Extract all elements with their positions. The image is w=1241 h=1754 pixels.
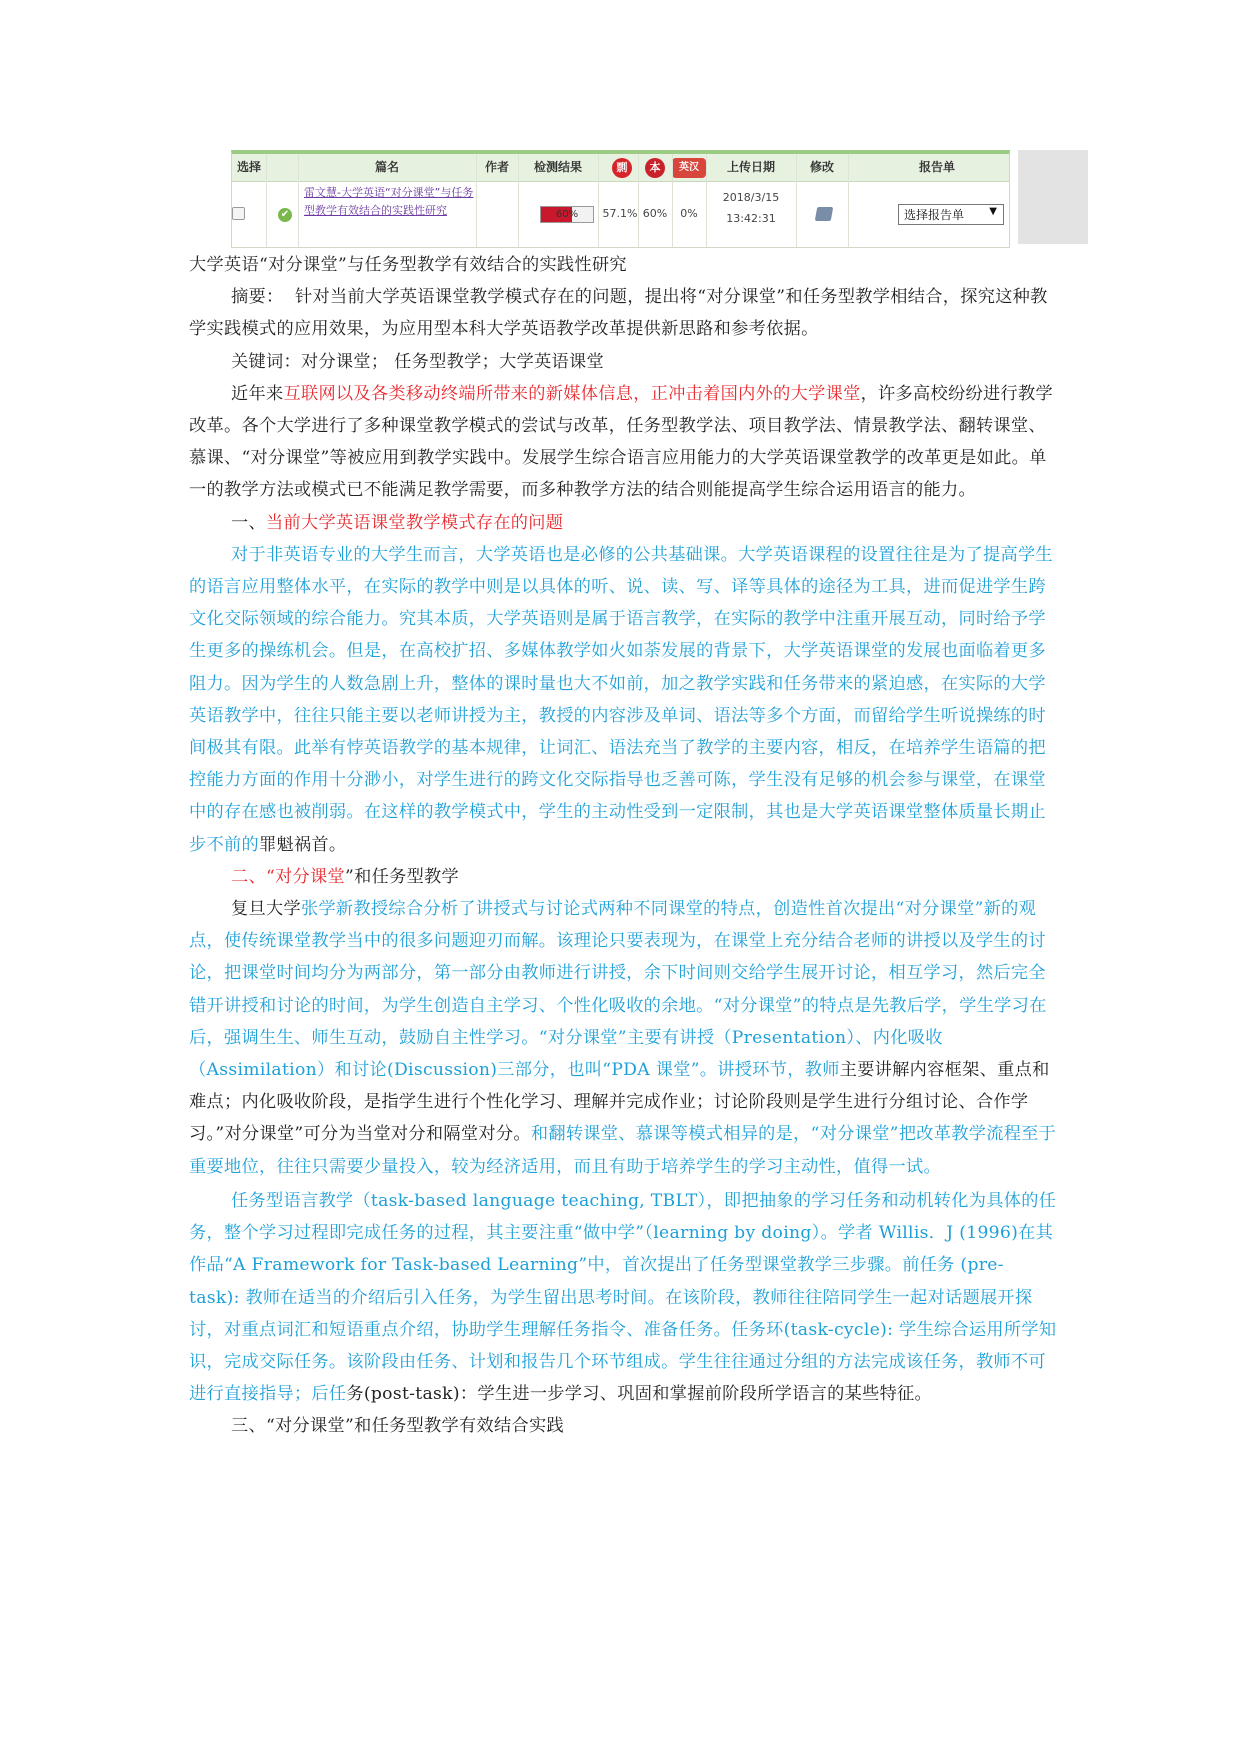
doc-title: 大学英语“对分课堂”与任务型教学有效结合的实践性研究 — [189, 255, 627, 275]
translation-rate: 0% — [680, 207, 698, 220]
upload-time: 13:42:31 — [726, 212, 776, 225]
row-select-checkbox[interactable] — [232, 207, 245, 220]
column-divider — [672, 154, 673, 247]
section-1-heading — [189, 507, 1057, 539]
chevron-down-icon: ▼ — [989, 206, 997, 217]
report-select-value: 选择报告单 — [904, 208, 965, 222]
check-status-icon: ✔ — [278, 208, 292, 222]
section-3-heading: 三、“对分课堂”和任务型教学有效结合实践 — [231, 1416, 564, 1437]
report-select[interactable] — [898, 204, 1004, 225]
header-title: 篇名 — [374, 160, 399, 174]
column-divider — [266, 154, 267, 247]
header-result: 检测结果 — [533, 160, 582, 174]
section-2-heading — [189, 861, 1057, 893]
paper-title-link[interactable]: 雷文慧-大学英语“对分课堂”与任务型教学有效结合的实践性研究 — [304, 186, 474, 217]
section-1-body: 对于非英语专业的大学生而言，大学英语也是必修的公共基础课。大学英语课程的设置往往是为了提高学生的语言应用整体水平，在实际的教学中则是以具体的听、说、读、写、译等具体的途径为工具，进而促进学生跨文化交际领域的综合能力。究其本质，大学英语则是属于语言教学，在实际的教学中注重开展互动，同时给予学生更多的操练机会。但是，在高校扩招、多媒体教学如火如荼发展的背景下，大学英语课堂的发展也面临着更多阻力。因为学生的人数急剧上升，整体的课时量也大不如前，加之教学实践和任务带来的紧迫感，在实际的大学英语教学中，往往只能主要以老师讲授为主，教授的内容涉及单词、语法等多个方面，而留给学生听说操练的时间极其有限。此举有悖英语教学的基本规律，让词汇、语法充当了教学的主要内容，相反，在培养学生语篇的把控能力方面的作用十分渺小，对学生进行的跨文化交际指导也乏善可陈，学生没有足够的机会参与课堂，在课堂中的存在感也被削弱。在这样的教学模式中，学生的主动性受到一定限制，其也是大学英语课堂整体质量长期止步不前的 — [189, 544, 1053, 855]
column-divider — [638, 154, 639, 247]
self-copy-rate: 60% — [642, 207, 668, 220]
abstract — [189, 281, 1057, 345]
section-2-p1-c: 主要讲解内容框架、重点和难点；内化吸收阶段，是指学生进行个性化学习、理解并完成作业；讨论阶段则是学生进行分组讨论、合作学习。”对分课堂”可分为当堂对分和隔堂对分。 — [189, 1060, 1050, 1145]
column-divider — [848, 154, 849, 247]
section-2-p2-b: 务(post-task)：学生进一步学习、巩固和掌握前阶段所学语言的某些特征。 — [346, 1384, 933, 1405]
check-result-table — [231, 150, 1010, 248]
abstract-text: 针对当前大学英语课堂教学模式存在的问题，提出将“对分课堂”和任务型教学相结合，探究这种教学实践模式的应用效果，为应用型本科大学英语教学改革提供新思路和参考依据。 — [189, 287, 1048, 340]
similarity-progress-bar — [540, 206, 594, 223]
progress-label: 60% — [555, 209, 579, 220]
column-divider — [598, 154, 599, 247]
grey-side-panel — [1018, 150, 1088, 244]
section-1-paragraph — [189, 539, 1057, 861]
column-divider — [796, 154, 797, 247]
section-2-title-red: 二、“对分课堂 — [231, 866, 346, 887]
section-2-p1-a: 复旦大学 — [231, 899, 301, 920]
column-divider — [518, 154, 519, 247]
section-2-paragraph-1 — [189, 893, 1057, 1183]
section-2-p1-b: 张学新教授综合分析了讲授式与讨论式两种不同课堂的特点，创造性首次提出“对分课堂”新的观点，使传统课堂教学当中的很多问题迎刃而解。该理论只要表现为，在课堂上充分结合老师的讲授以及学生的讨论，把课堂时间均分为两部分，第一部分由教师进行讲授，余下时间则交给学生展开讨论，相互学习，然后完全错开讲授和讨论的时间，为学生创造自主学习、个性化吸收的余地。“对分课堂”的特点是先教后学，学生学习在后，强调生生、师生互动，鼓励自主性学习。“对分课堂”主要有讲授（Presentation）、内化吸收（Assimilation）和讨论(Discussion)三部分，也叫“PDA 课堂”。讲授环节，教师 — [189, 899, 1047, 1081]
intro-part-1: 近年来 — [231, 383, 284, 404]
edit-icon[interactable] — [815, 207, 833, 221]
header-author: 作者 — [484, 160, 509, 174]
table-header-row — [232, 154, 1009, 182]
english-chinese-badge-icon: 英汉 — [672, 158, 706, 178]
upload-date: 2018/3/15 — [722, 191, 780, 204]
keywords: 关键词：对分课堂； 任务型教学；大学英语课堂 — [231, 351, 605, 372]
header-modify: 修改 — [809, 160, 834, 174]
column-divider — [476, 154, 477, 247]
section-2-paragraph-2 — [189, 1185, 1057, 1410]
intro-part-3: ，许多高校纷纷进行教学改革。各个大学进行了多种课堂教学模式的尝试与改革，任务型教学法、项目教学法、情景教学法、翻转课堂、慕课、“对分课堂”等被应用到教学实践中。发展学生综合语言应用能力的大学英语课堂教学的改革更是如此。单一的教学方法或模式已不能满足教学需要，而多种教学方法的结合则能提高学生综合运用语言的能力。 — [189, 383, 1053, 501]
section-1-title: 当前大学英语课堂教学模式存在的问题 — [265, 512, 564, 533]
abstract-label: 摘要： — [231, 287, 284, 308]
header-upload-date: 上传日期 — [726, 160, 775, 174]
column-divider — [298, 154, 299, 247]
self-copy-badge-icon: 本 — [645, 158, 665, 178]
header-select: 选择 — [236, 160, 261, 174]
document-body — [189, 249, 1057, 1443]
section-1-number: 一、 — [231, 512, 266, 533]
section-1-body-end: 罪魁祸首。 — [258, 834, 347, 855]
plagiarism-badge-icon: 剽 — [612, 158, 632, 178]
header-report: 报告单 — [918, 160, 955, 174]
intro-part-2: 互联网以及各类移动终端所带来的新媒体信息，正冲击着国内外的大学课堂 — [283, 383, 861, 404]
section-2-p2-a: 任务型语言教学（task-based language teaching, TBLT），即把抽象的学习任务和动机转化为具体的任务，整个学习过程即完成任务的过程，其主要注重“做中学”（learning by doing）。学者 Willis．J (1996)在其作品“A Framework for Task-based Learning”中，首次提出了任务型课堂教学三步骤。前任务 (pre- task): 教师在适当的介绍后引入任务，为学生留出思考时间。在该阶段，教师往往陪同学生一起对话题展开探讨，对重点词汇和短语重点介绍，协助学生理解任务指令、准备任务。任务环(task-cycle): 学生综合运用所学知识，完成交际任务。该阶段由任务、计划和报告几个环节组成。学生往往通过分组的方法完成该任务，教师不可进行直接指导；后任 — [189, 1190, 1057, 1405]
section-2-title-black: ”和任务型教学 — [345, 866, 460, 887]
section-2-p1-d: 和翻转课堂、慕课等模式相异的是，“对分课堂”把改革教学流程至于重要地位，往往只需要少量投入，较为经济适用，而且有助于培养学生的学习主动性，值得一试。 — [189, 1124, 1057, 1177]
plagiarism-rate: 57.1% — [602, 207, 638, 220]
intro-paragraph — [189, 378, 1057, 507]
